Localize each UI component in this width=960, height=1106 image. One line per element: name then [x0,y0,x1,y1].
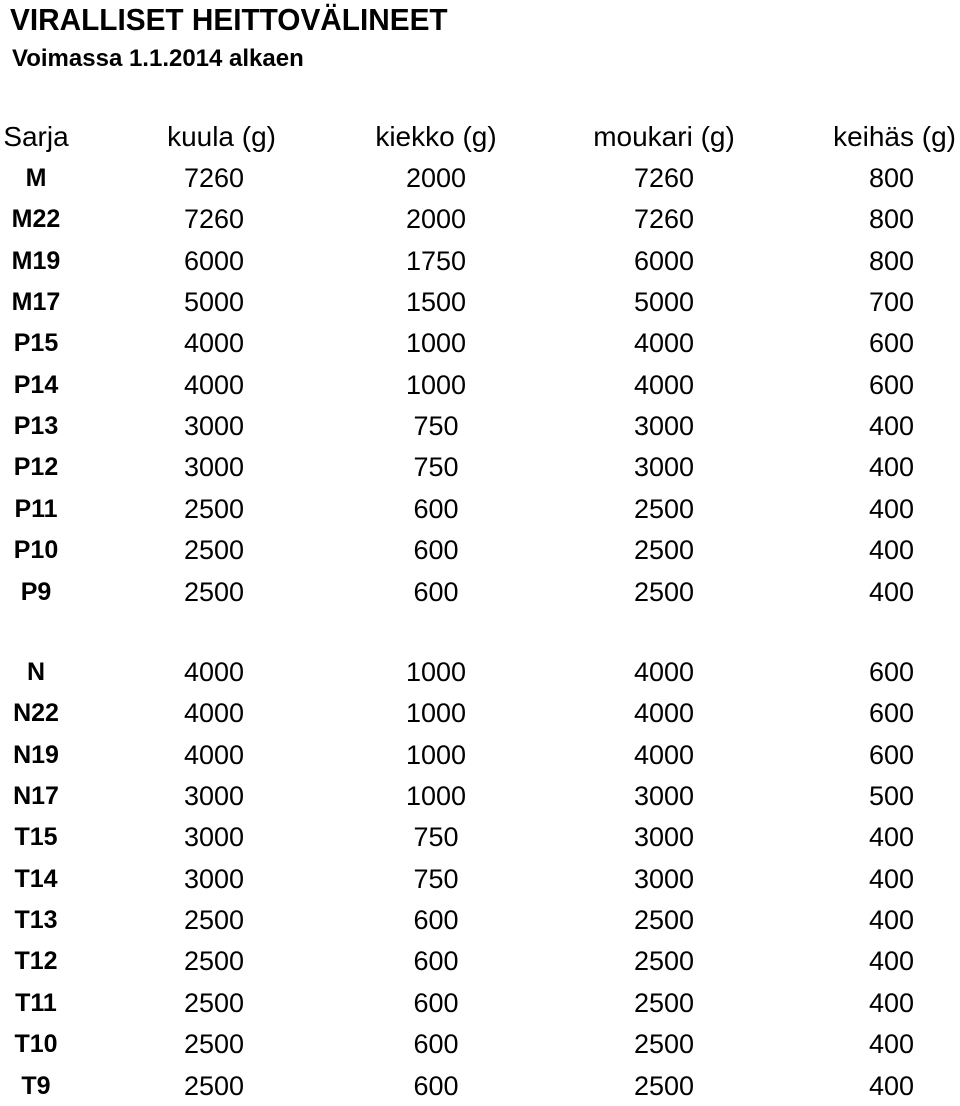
javelin-cell: 400 [868,822,914,852]
shot-put-cell: 2500 [183,494,245,524]
hammer-cell: 3000 [633,452,695,482]
discus-cell: 600 [413,905,459,935]
table-row-men [0,199,960,239]
discus-cell: 1000 [405,370,467,400]
shot-put-cell: 2500 [183,946,245,976]
series-cell: P15 [13,329,59,357]
table-row-women [0,1024,960,1064]
hammer-cell: 3000 [633,411,695,441]
hammer-cell: 5000 [633,287,695,317]
table-row-men [0,323,960,363]
hammer-cell: 2500 [633,577,695,607]
table-row-men [0,158,960,198]
javelin-cell: 400 [868,411,914,441]
discus-cell: 1000 [405,328,467,358]
hammer-cell: 4000 [633,698,695,728]
page-subtitle: Voimassa 1.1.2014 alkaen [12,45,304,72]
header-shot-put: kuula (g) [167,121,276,152]
series-cell: T14 [14,865,58,893]
javelin-cell: 400 [868,905,914,935]
shot-put-cell: 7260 [183,204,245,234]
javelin-cell: 800 [868,204,914,234]
discus-cell: 1000 [405,657,467,687]
discus-cell: 1000 [405,740,467,770]
shot-put-cell: 3000 [183,864,245,894]
table-row-women [0,941,960,981]
series-cell: P9 [20,578,52,606]
hammer-cell: 6000 [633,246,695,276]
series-cell: T10 [14,1030,58,1058]
table-row-men [0,489,960,529]
javelin-cell: 600 [868,740,914,770]
table-header-row [0,117,960,157]
shot-put-cell: 3000 [183,781,245,811]
shot-put-cell: 4000 [183,657,245,687]
javelin-cell: 600 [868,328,914,358]
shot-put-cell: 6000 [183,246,245,276]
shot-put-cell: 2500 [183,1071,245,1101]
hammer-cell: 3000 [633,781,695,811]
shot-put-cell: 2500 [183,905,245,935]
series-cell: N19 [13,741,59,769]
shot-put-cell: 4000 [183,698,245,728]
table-row-women [0,776,960,816]
table-row-women [0,693,960,733]
series-cell: P12 [13,453,59,481]
hammer-cell: 2500 [633,535,695,565]
series-cell: T12 [14,947,58,975]
javelin-cell: 400 [868,577,914,607]
table-row-men [0,572,960,612]
table-row-women [0,1066,960,1106]
discus-cell: 750 [413,411,459,441]
shot-put-cell: 2500 [183,1029,245,1059]
header-hammer: moukari (g) [593,121,735,152]
table-row-men [0,241,960,281]
discus-cell: 750 [413,822,459,852]
javelin-cell: 800 [868,163,914,193]
hammer-cell: 7260 [633,204,695,234]
javelin-cell: 400 [868,494,914,524]
hammer-cell: 2500 [633,494,695,524]
hammer-cell: 2500 [633,988,695,1018]
page-title: VIRALLISET HEITTOVÄLINEET [10,2,448,37]
discus-cell: 600 [413,946,459,976]
hammer-cell: 2500 [633,1071,695,1101]
series-cell: N [26,658,46,686]
discus-cell: 1750 [405,246,467,276]
header-discus: kiekko (g) [375,121,497,152]
table-row-men [0,282,960,322]
hammer-cell: 2500 [633,905,695,935]
discus-cell: 2000 [405,204,467,234]
shot-put-cell: 4000 [183,370,245,400]
table-row-women [0,652,960,692]
shot-put-cell: 2500 [183,988,245,1018]
shot-put-cell: 3000 [183,452,245,482]
javelin-cell: 500 [868,781,914,811]
discus-cell: 600 [413,988,459,1018]
discus-cell: 600 [413,1029,459,1059]
table-row-women [0,859,960,899]
javelin-cell: 400 [868,946,914,976]
series-cell: P10 [13,536,59,564]
shot-put-cell: 2500 [183,535,245,565]
shot-put-cell: 5000 [183,287,245,317]
hammer-cell: 4000 [633,740,695,770]
table-row-men [0,406,960,446]
discus-cell: 2000 [405,163,467,193]
table-row-men [0,365,960,405]
discus-cell: 600 [413,1071,459,1101]
hammer-cell: 4000 [633,370,695,400]
javelin-cell: 400 [868,535,914,565]
hammer-cell: 2500 [633,946,695,976]
series-cell: P11 [14,495,58,523]
header-series: Sarja [3,121,69,152]
discus-cell: 600 [413,494,459,524]
shot-put-cell: 4000 [183,328,245,358]
javelin-cell: 800 [868,246,914,276]
shot-put-cell: 3000 [183,822,245,852]
series-cell: T11 [15,989,57,1017]
table-row-men [0,447,960,487]
table-row-women [0,900,960,940]
javelin-cell: 400 [868,988,914,1018]
series-cell: N22 [13,699,59,727]
javelin-cell: 600 [868,370,914,400]
shot-put-cell: 3000 [183,411,245,441]
series-cell: M17 [11,288,61,316]
table-row-women [0,817,960,857]
discus-cell: 1000 [405,698,467,728]
series-cell: M22 [11,205,61,233]
discus-cell: 600 [413,535,459,565]
table-row-women [0,735,960,775]
hammer-cell: 2500 [633,1029,695,1059]
hammer-cell: 4000 [633,328,695,358]
discus-cell: 1500 [405,287,467,317]
series-cell: P13 [13,412,59,440]
javelin-cell: 400 [868,1071,914,1101]
series-cell: M19 [11,247,61,275]
discus-cell: 750 [413,864,459,894]
hammer-cell: 3000 [633,822,695,852]
hammer-cell: 7260 [633,163,695,193]
hammer-cell: 4000 [633,657,695,687]
header-javelin: keihäs (g) [833,121,956,152]
table-row-men [0,530,960,570]
javelin-cell: 400 [868,452,914,482]
discus-cell: 750 [413,452,459,482]
series-cell: M [25,164,47,192]
javelin-cell: 400 [868,864,914,894]
javelin-cell: 700 [868,287,914,317]
series-cell: T15 [14,823,58,851]
javelin-cell: 600 [868,698,914,728]
series-cell: N17 [13,782,59,810]
shot-put-cell: 7260 [183,163,245,193]
table-row-women [0,983,960,1023]
discus-cell: 1000 [405,781,467,811]
javelin-cell: 400 [868,1029,914,1059]
series-cell: P14 [13,371,59,399]
javelin-cell: 600 [868,657,914,687]
series-cell: T9 [21,1072,51,1100]
hammer-cell: 3000 [633,864,695,894]
shot-put-cell: 4000 [183,740,245,770]
series-cell: T13 [14,906,58,934]
shot-put-cell: 2500 [183,577,245,607]
discus-cell: 600 [413,577,459,607]
